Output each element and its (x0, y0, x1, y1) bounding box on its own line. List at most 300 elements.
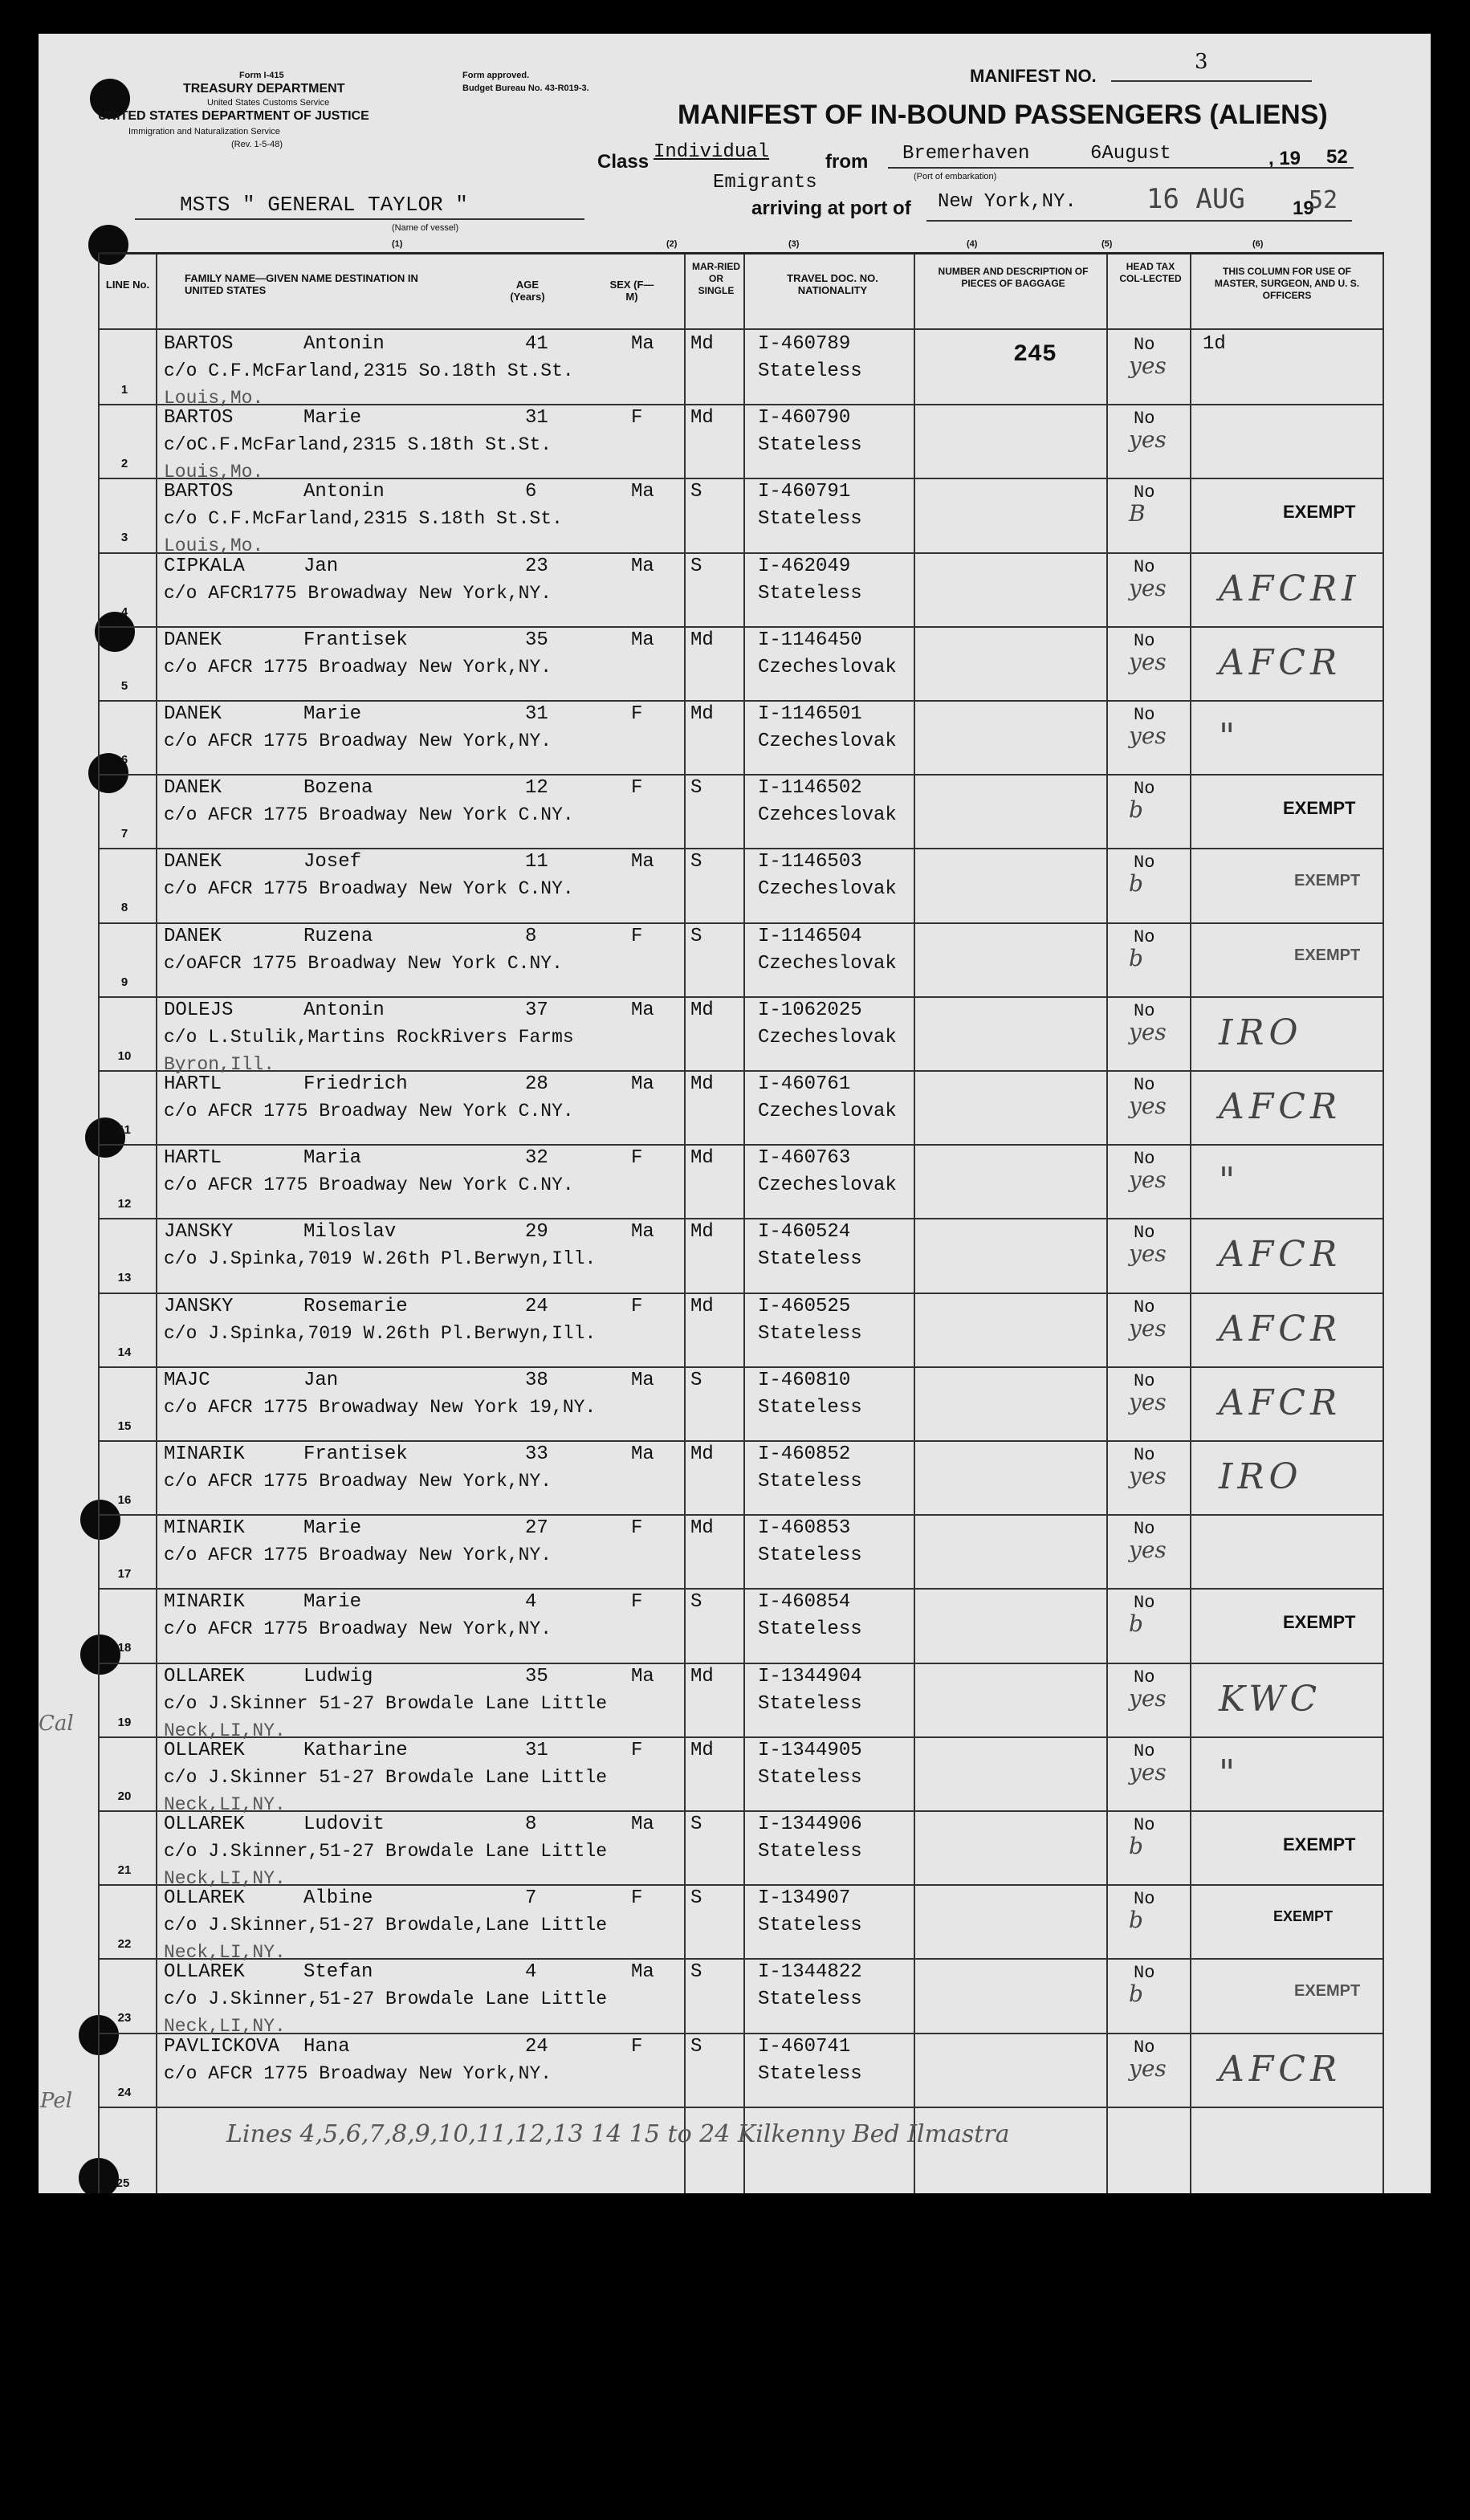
head-tax-mark: yes (1129, 1093, 1167, 1119)
row-number: 12 (117, 1197, 132, 1211)
officer-handwriting: AFCR (1219, 1308, 1342, 1350)
class-label: Class (597, 151, 649, 173)
given-name: Ludwig (303, 1665, 373, 1687)
head-tax-mark: yes (1129, 1166, 1167, 1194)
officer-handwriting: AFCR (1219, 2048, 1342, 2090)
nationality: Czecheslovak (758, 1101, 897, 1122)
sex: F (631, 1887, 643, 1910)
marital-status: Md (690, 407, 714, 429)
head-tax: No (1134, 1593, 1155, 1614)
head-tax: No (1134, 482, 1155, 503)
manifest-table (98, 252, 1384, 2193)
marital-status: S (690, 555, 702, 577)
given-name: Josef (303, 851, 362, 873)
margin-scribble: Pel (40, 2089, 73, 2113)
head-tax-mark: b (1129, 1833, 1143, 1859)
destination: c/o AFCR 1775 Browadway New York 19,NY. (164, 1396, 597, 1418)
sex: Ma (631, 999, 654, 1021)
sex: Ma (631, 851, 654, 873)
officer-note: 1d (1203, 333, 1226, 355)
officer-handwriting: IRO (1219, 1012, 1303, 1053)
travel-doc-no: I-460763 (758, 1147, 851, 1170)
destination-cont: Neck,LI,NY. (164, 1720, 286, 1741)
row-number: 14 (117, 1345, 132, 1359)
nationality: Stateless (758, 1766, 862, 1789)
travel-doc-no: I-1146501 (758, 703, 862, 725)
destination: c/o AFCR 1775 Broadway New York C.NY. (164, 804, 574, 826)
head-tax-mark: b (1129, 1907, 1143, 1934)
head-tax: No (1134, 335, 1155, 355)
exempt-stamp: EXEMPT (1283, 502, 1356, 523)
sex: F (631, 1517, 643, 1540)
given-name: Friedrich (303, 1073, 408, 1095)
travel-doc-no: I-1062025 (758, 999, 862, 1021)
table-row (98, 1440, 1382, 1442)
head-tax-mark: yes (1129, 1758, 1167, 1785)
marital-status: S (690, 777, 702, 800)
col-header-name: FAMILY NAME—GIVEN NAME DESTINATION IN UNITED STATES (185, 272, 418, 296)
table-row (98, 1884, 1382, 1886)
marital-status: Md (690, 1739, 714, 1761)
header-rule (98, 328, 1382, 330)
given-name: Marie (303, 1591, 362, 1614)
nationality: Stateless (758, 1915, 862, 1937)
col-header-travel: TRAVEL DOC. NO. NATIONALITY (787, 272, 878, 296)
destination: c/o C.F.McFarland,2315 So.18th St.St. (164, 360, 574, 381)
table-row (98, 1070, 1382, 1072)
head-tax-mark: yes (1129, 426, 1167, 454)
table-row (98, 700, 1382, 702)
age: 31 (525, 1739, 548, 1761)
nationality: Stateless (758, 1841, 862, 1863)
col-header-baggage: NUMBER AND DESCRIPTION OF PIECES OF BAGGAGE (938, 266, 1089, 289)
head-tax: No (1134, 1667, 1155, 1687)
row-number: 22 (117, 1937, 132, 1952)
given-name: Marie (303, 703, 362, 725)
sex: F (631, 1739, 643, 1761)
head-tax: No (1134, 853, 1155, 873)
destination: c/o J.Skinner,51-27 Browdale Lane Little (164, 1989, 608, 2010)
head-tax-mark: yes (1129, 723, 1167, 749)
officer-handwriting: " (1219, 1160, 1240, 1202)
destination-cont: Louis,Mo. (164, 388, 264, 409)
head-tax-mark: yes (1129, 1018, 1167, 1045)
exempt-stamp: EXEMPT (1294, 946, 1361, 964)
form-revision: (Rev. 1-5-48) (231, 140, 283, 149)
destination: c/o AFCR 1775 Broadway New York,NY. (164, 731, 552, 751)
sex: F (631, 925, 643, 947)
head-tax: No (1134, 1075, 1155, 1095)
destination: c/o AFCR 1775 Broadway New York C.NY. (164, 1101, 574, 1122)
head-tax-mark: yes (1129, 1537, 1167, 1564)
col-divider (1190, 254, 1191, 2193)
family-name: MINARIK (164, 1517, 245, 1540)
destination: c/o AFCR 1775 Broadway New York,NY. (164, 1618, 552, 1640)
family-name: DANEK (164, 703, 222, 725)
table-row (98, 1293, 1382, 1294)
given-name: Bozena (303, 777, 373, 800)
officer-handwriting: AFCR (1219, 1382, 1342, 1423)
row-number: 11 (118, 1123, 131, 1137)
marital-status: S (690, 925, 702, 947)
destination-cont: Louis,Mo. (164, 535, 264, 557)
age: 28 (525, 1073, 548, 1095)
table-row (98, 922, 1382, 924)
head-tax-mark: yes (1129, 1463, 1167, 1489)
travel-doc-no: I-1146450 (758, 629, 862, 651)
family-name: CIPKALA (164, 555, 245, 577)
col-num-6: (6) (1252, 239, 1264, 249)
head-tax-mark: B (1129, 500, 1146, 527)
age: 24 (525, 1295, 548, 1317)
family-name: BARTOS (164, 481, 234, 503)
table-row (98, 552, 1382, 554)
table-border-right (1382, 254, 1384, 2193)
agency-justice: UNITED STATES DEPARTMENT OF JUSTICE (98, 109, 369, 123)
sex: F (631, 407, 643, 429)
row-number: 2 (120, 457, 128, 471)
head-tax: No (1134, 1740, 1155, 1761)
given-name: Ludovit (303, 1814, 385, 1835)
head-tax-mark: yes (1129, 1314, 1167, 1341)
head-tax: No (1134, 926, 1155, 947)
form-approved: Form approved. (462, 71, 530, 80)
travel-doc-no: I-1344822 (758, 1961, 862, 1984)
age: 12 (525, 777, 548, 800)
sex: F (631, 1147, 643, 1170)
family-name: OLLAREK (164, 1961, 245, 1984)
head-tax-mark: b (1129, 1610, 1143, 1638)
given-name: Jan (303, 555, 339, 577)
given-name: Frantisek (303, 629, 408, 651)
table-row (98, 626, 1382, 628)
family-name: OLLAREK (164, 1887, 245, 1910)
officer-handwriting: KWC (1219, 1678, 1322, 1720)
exempt-stamp: EXEMPT (1283, 798, 1356, 819)
nationality: Stateless (758, 1396, 862, 1419)
col-divider (914, 254, 915, 2193)
officer-handwriting: AFCRI (1219, 568, 1361, 609)
sex: Ma (631, 1961, 654, 1984)
marital-status: Md (690, 703, 714, 725)
officer-handwriting: AFCR (1219, 1234, 1342, 1276)
given-name: Miloslav (303, 1221, 397, 1244)
marital-status: Md (690, 1665, 714, 1687)
row-number: 3 (120, 531, 128, 545)
given-name: Rosemarie (303, 1295, 408, 1317)
nationality: Stateless (758, 360, 862, 382)
marital-status: S (690, 1887, 702, 1910)
age: 32 (525, 1147, 548, 1170)
nationality: Stateless (758, 1618, 862, 1641)
table-row (98, 1588, 1382, 1590)
table-row (98, 2107, 1382, 2108)
col-divider (743, 254, 745, 2193)
family-name: MINARIK (164, 1591, 245, 1614)
agency-immigration: Immigration and Naturalization Service (128, 127, 280, 136)
table-row (98, 848, 1382, 849)
col-header-married: MAR-RIED OR SINGLE (692, 261, 740, 296)
destination-cont: Neck,LI,NY. (164, 2016, 286, 2038)
family-name: BARTOS (164, 407, 234, 429)
age: 29 (525, 1221, 548, 1244)
agency-customs: United States Customs Service (207, 98, 330, 108)
sex: Ma (631, 555, 654, 577)
col-num-3: (3) (788, 239, 800, 249)
marital-status: S (690, 2035, 702, 2058)
head-tax: No (1134, 1519, 1155, 1540)
destination: c/o AFCR1775 Browadway New York,NY. (164, 582, 552, 604)
family-name: MAJC (164, 1369, 210, 1391)
marital-status: S (690, 1961, 702, 1984)
officer-handwriting: IRO (1219, 1456, 1303, 1497)
table-row (98, 1366, 1382, 1368)
row-number: 8 (120, 901, 128, 915)
row-number: 4 (120, 605, 128, 619)
class-value: Individual (654, 141, 770, 163)
destination: c/o AFCR 1775 Broadway New York,NY. (164, 2062, 552, 2084)
destination: c/o AFCR 1775 Broadway New York,NY. (164, 656, 552, 678)
destination-cont: Neck,LI,NY. (164, 1942, 286, 1964)
head-tax: No (1134, 1889, 1155, 1910)
age: 38 (525, 1369, 548, 1391)
head-tax-mark: yes (1129, 1388, 1167, 1415)
travel-doc-no: I-460525 (758, 1295, 851, 1317)
destination: c/oC.F.McFarland,2315 S.18th St.St. (164, 434, 552, 456)
age: 35 (525, 629, 548, 651)
head-tax: No (1134, 1297, 1155, 1317)
row-number: 13 (117, 1271, 132, 1285)
row-number: 6 (120, 753, 128, 767)
age: 31 (525, 407, 548, 429)
age: 23 (525, 555, 548, 577)
row-number: 16 (117, 1493, 132, 1507)
from-year: 52 (1326, 146, 1348, 168)
head-tax: No (1134, 630, 1155, 651)
arriving-port: New York,NY. (938, 191, 1077, 213)
given-name: Albine (303, 1887, 373, 1910)
head-tax: No (1134, 1149, 1155, 1170)
head-tax: No (1134, 1370, 1155, 1391)
table-row (98, 1663, 1382, 1664)
age: 33 (525, 1443, 548, 1465)
nationality: Stateless (758, 1322, 862, 1345)
table-row (98, 996, 1382, 998)
age: 41 (525, 333, 548, 355)
age: 31 (525, 703, 548, 725)
head-tax: No (1134, 779, 1155, 800)
nationality: Czecheslovak (758, 1175, 897, 1197)
given-name: Antonin (303, 333, 385, 355)
family-name: DANEK (164, 851, 222, 873)
row-number: 17 (117, 1567, 132, 1582)
destination: c/o J.Skinner,51-27 Browdale Lane Little (164, 1841, 608, 1862)
destination-cont: Neck,LI,NY. (164, 1868, 286, 1889)
destination: c/o C.F.McFarland,2315 S.18th St.St. (164, 508, 563, 530)
sex: Ma (631, 1221, 654, 1244)
nationality: Czecheslovak (758, 878, 897, 901)
family-name: BARTOS (164, 333, 234, 355)
col-num-5: (5) (1101, 239, 1113, 249)
family-name: HARTL (164, 1073, 222, 1095)
nationality: Stateless (758, 1248, 862, 1271)
head-tax: No (1134, 1000, 1155, 1021)
head-tax: No (1134, 556, 1155, 577)
table-row (98, 478, 1382, 479)
marital-status: Md (690, 1295, 714, 1317)
sex: Ma (631, 1665, 654, 1687)
destination: c/o AFCR 1775 Broadway New York,NY. (164, 1471, 552, 1492)
destination: c/o AFCR 1775 Broadway New York C.NY. (164, 878, 574, 900)
col-num-1: (1) (392, 239, 403, 249)
row-number: 10 (117, 1048, 132, 1063)
col-divider (1106, 254, 1108, 2193)
nationality: Czecheslovak (758, 731, 897, 752)
travel-doc-no: I-462049 (758, 555, 851, 577)
travel-doc-no: I-460761 (758, 1073, 851, 1095)
age: 24 (525, 2035, 548, 2058)
head-tax: No (1134, 2037, 1155, 2058)
nationality: Stateless (758, 434, 862, 457)
officer-handwriting: " (1219, 716, 1240, 757)
destination: c/o J.Spinka,7019 W.26th Pl.Berwyn,Ill. (164, 1322, 597, 1344)
budget-bureau: Budget Bureau No. 43-R019-3. (462, 83, 589, 93)
arriving-line (926, 220, 1352, 222)
head-tax-mark: yes (1129, 648, 1167, 675)
from-label: from (825, 151, 869, 173)
row-number: 7 (120, 827, 128, 841)
arrival-date-stamp: 16 AUG (1146, 183, 1245, 215)
sex: F (631, 703, 643, 725)
given-name: Katharine (303, 1739, 408, 1761)
age: 4 (525, 1591, 537, 1614)
manifest-no-label: MANIFEST NO. (970, 66, 1097, 86)
given-name: Marie (303, 407, 362, 429)
family-name: MINARIK (164, 1443, 245, 1465)
given-name: Ruzena (303, 925, 373, 947)
table-row (98, 1144, 1382, 1146)
given-name: Antonin (303, 481, 385, 503)
family-name: DANEK (164, 777, 222, 800)
given-name: Marie (303, 1517, 362, 1540)
destination: c/o J.Skinner,51-27 Browdale,Lane Little (164, 1915, 608, 1936)
arrival-year-prefix: 19 (1293, 197, 1314, 219)
sex: F (631, 2035, 643, 2058)
marital-status: Md (690, 1221, 714, 1244)
nationality: Stateless (758, 508, 862, 531)
table-row (98, 404, 1382, 405)
handwritten-footer-note: Lines 4,5,6,7,8,9,10,11,12,13 14 15 to 24 Kilkenny Bed Ilmastra (226, 2120, 1010, 2148)
nationality: Stateless (758, 2062, 862, 2085)
age: 27 (525, 1517, 548, 1540)
destination: c/o J.Skinner 51-27 Browdale Lane Little (164, 1692, 608, 1714)
officer-handwriting: AFCR (1219, 1086, 1342, 1127)
row-number: 23 (117, 2011, 132, 2025)
col-header-tax: HEAD TAX COL-LECTED (1119, 261, 1182, 284)
travel-doc-no: I-1344904 (758, 1665, 862, 1687)
arriving-label: arriving at port of (751, 197, 911, 219)
col-divider (684, 254, 686, 2193)
nationality: Stateless (758, 1692, 862, 1715)
given-name: Stefan (303, 1961, 373, 1984)
marital-status: S (690, 1369, 702, 1391)
travel-doc-no: I-1146504 (758, 925, 862, 947)
head-tax-mark: yes (1129, 1684, 1167, 1712)
family-name: OLLAREK (164, 1814, 245, 1835)
nationality: Czecheslovak (758, 952, 897, 975)
sex: F (631, 1591, 643, 1614)
head-tax: No (1134, 1815, 1155, 1835)
nationality: Stateless (758, 1989, 862, 2011)
table-row (98, 2033, 1382, 2034)
exempt-stamp: EXEMPT (1294, 1982, 1361, 2001)
arrival-year: 52 (1309, 186, 1338, 214)
from-year-prefix: , 19 (1268, 148, 1301, 169)
table-row (98, 1736, 1382, 1738)
age: 4 (525, 1961, 537, 1984)
col-num-4: (4) (967, 239, 978, 249)
head-tax-mark: b (1129, 944, 1143, 971)
given-name: Hana (303, 2035, 350, 2058)
head-tax: No (1134, 1223, 1155, 1244)
vessel-line (135, 218, 584, 220)
exempt-stamp: EXEMPT (1294, 872, 1361, 890)
marital-status: Md (690, 1443, 714, 1465)
head-tax-mark: yes (1129, 1240, 1167, 1268)
head-tax-mark: b (1129, 870, 1143, 898)
head-tax: No (1134, 705, 1155, 725)
sex: Ma (631, 1443, 654, 1465)
family-name: JANSKY (164, 1295, 234, 1317)
col-header-age: AGE (Years) (510, 279, 545, 303)
from-port: Bremerhaven (902, 143, 1030, 165)
marital-status: S (690, 1814, 702, 1835)
family-name: OLLAREK (164, 1665, 245, 1687)
col-num-2: (2) (666, 239, 678, 249)
head-tax: No (1134, 409, 1155, 429)
nationality: Stateless (758, 1471, 862, 1492)
row-number: 24 (117, 2085, 132, 2099)
travel-doc-no: I-1344905 (758, 1739, 862, 1761)
sex: Ma (631, 1073, 654, 1095)
row-number: 1 (120, 383, 128, 397)
age: 7 (525, 1887, 537, 1910)
marital-status: S (690, 1591, 702, 1614)
travel-doc-no: I-460791 (758, 481, 851, 503)
exempt-stamp: EXEMPT (1273, 1908, 1334, 1925)
head-tax-mark: b (1129, 1981, 1143, 2008)
travel-doc-no: I-460741 (758, 2035, 851, 2058)
travel-doc-no: I-134907 (758, 1887, 851, 1910)
marital-status: Md (690, 999, 714, 1021)
row-number: 21 (117, 1863, 132, 1877)
manifest-no-line (1111, 80, 1312, 82)
travel-doc-no: I-460810 (758, 1369, 851, 1391)
nationality: Czecheslovak (758, 656, 897, 678)
row-number: 15 (117, 1419, 132, 1433)
row-number: 5 (120, 678, 128, 693)
head-tax-mark: yes (1129, 574, 1167, 601)
age: 8 (525, 1814, 537, 1835)
destination: c/o AFCR 1775 Broadway New York,NY. (164, 1545, 552, 1566)
family-name: HARTL (164, 1147, 222, 1170)
sex: F (631, 1295, 643, 1317)
baggage: 245 (1013, 341, 1057, 368)
age: 37 (525, 999, 548, 1021)
destination: c/o J.Spinka,7019 W.26th Pl.Berwyn,Ill. (164, 1248, 597, 1270)
vessel-name: MSTS " GENERAL TAYLOR " (180, 193, 468, 217)
age: 8 (525, 925, 537, 947)
